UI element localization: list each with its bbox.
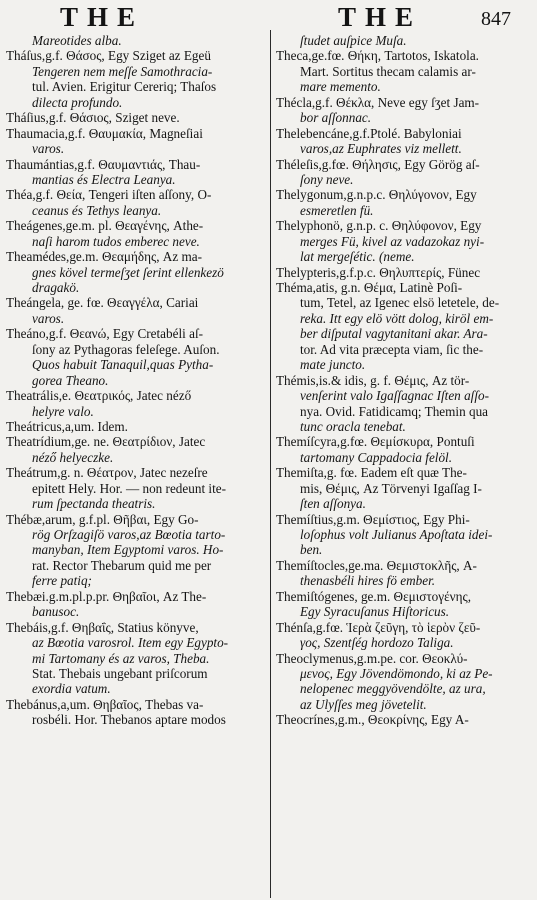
entry-line: ſony az Pythagoras feleſege. Auſon. [32, 341, 220, 357]
entry-line: Thaumacia,g.f. Θαυμακία, Magneſiai [6, 125, 203, 141]
entry-line: Egy Syracuſanus Hiſtoricus. [300, 604, 450, 620]
entry-line: az Ulyſſes meg jövetelit. [300, 696, 427, 712]
entry-line: mi Tartomany és az varos, Theba. [32, 650, 210, 666]
entry-line: Theáno,g.f. Θεανώ, Egy Cretabéli aſ- [6, 326, 204, 342]
entry-line: Tháſus,g.f. Θάσος, Egy Sziget az Egeü [6, 48, 211, 64]
running-header [0, 2, 537, 34]
entry-line: naſi harom tudos emberec neve. [32, 233, 200, 249]
entry-line: ber diſputal vagytanitani akar. Ara- [300, 326, 488, 342]
entry-line: Themiſta,g. fœ. Eadem eſt quæ The- [276, 465, 467, 481]
entry-line: dragakö. [32, 280, 80, 295]
entry-line: gorea Theano. [32, 372, 109, 388]
entry-line: manyban, Item Egyptomi varos. Ho- [32, 542, 224, 558]
entry-line: Théa,g.f. Θεία, Tengeri iſten aſſony, O- [6, 187, 212, 203]
entry-line: Tháſius,g.f. Θάσιος, Sziget neve. [6, 110, 180, 126]
entry-line: Thebæi.g.m.pl.p.pr. Θηβαῖοι, Az The- [6, 588, 207, 604]
entry-line: Themíſcyra,g.fœ. Θεμίσκυρα, Pontuſi [276, 434, 475, 450]
page-number: 847 [481, 8, 511, 30]
entry-line: helyre valo. [32, 403, 94, 419]
entry-line: Theocrínes,g.m., Θεοκρίνης, Egy A- [276, 712, 469, 728]
entry-line: tum, Tetel, az Igenec elsö letetele, de- [300, 295, 500, 311]
entry-line: mantias és Electra Leanya. [32, 171, 176, 187]
right-column [274, 33, 534, 899]
entry-line: varos. [32, 310, 65, 326]
entry-line: venſerint valo Igaſſagnac Iſten aſſo- [300, 388, 489, 404]
entry-line: Thaumántias,g.f. Θαυμαντιάς, Thau- [6, 156, 201, 172]
entry-line: rat. Rector Thebarum quid me per [32, 557, 212, 573]
entry-line: ſtudet auſpice Muſa. [300, 33, 407, 48]
entry-line: az Bœotia varosrol. Item egy Egypto- [32, 635, 229, 651]
entry-line: Mart. Sortitus thecam calamis ar- [300, 63, 476, 79]
entry-line: Theátricus,a,um. Idem. [6, 418, 128, 434]
entry-line: mate juncto. [300, 357, 366, 373]
entry-line: Themíſtius,g.m. Θεμίστιος, Egy Phi- [276, 511, 470, 527]
entry-line: Tengeren nem meſſe Samothracia- [32, 63, 213, 79]
entry-line: rum ſpectanda theatris. [32, 496, 156, 512]
entry-line: thenasbéli hires fö ember. [300, 573, 436, 589]
entry-line: rosbéli. Hor. Thebanos aptare modos [32, 712, 226, 728]
entry-line: tunc oracla tenebat. [300, 418, 406, 434]
entry-line: Thelypteris,g.f.p.c. Θηλυπτερίς, Fünec [276, 264, 481, 280]
entry-line: Théleſis,g.fœ. Θήλησις, Egy Görög aſ- [276, 156, 480, 172]
entry-line: Thebánus,a,um. Θηβαῖος, Thebas va- [6, 696, 204, 712]
entry-line: rög Orſzagiſö varos,az Bœotia tarto- [32, 527, 226, 542]
entry-line: varos. [32, 141, 65, 157]
entry-line: loſophus volt Julianus Apoſtata idei- [300, 527, 493, 542]
entry-line: tor. Ad vita præcepta viam, ſic the- [300, 341, 484, 357]
column-divider [270, 30, 271, 898]
entry-line: Theágenes,ge.m. pl. Θεαγένης, Athe- [6, 218, 204, 234]
entry-line: Thébæ,arum, g.f.pl. Θῆβαι, Egy Go- [6, 511, 199, 527]
entry-line: Thémis,is.& idis, g. f. Θέμις, Az tör- [276, 372, 470, 388]
entry-line: Thebáis,g.f. Θηβαΐς, Statius könyve, [6, 619, 199, 635]
entry-line: Themiſtógenes, ge.m. Θεμιστογένης, [276, 588, 471, 604]
entry-line: dilecta profundo. [32, 94, 123, 110]
entry-line: γος, Szentſég hordozo Taliga. [300, 635, 454, 651]
entry-line: Theatrális,e. Θεατρικός, Jatec néző [6, 388, 192, 404]
header-right-word: THE [338, 2, 423, 32]
entry-line: tul. Avien. Erigitur Cereriq; Thaſos [32, 79, 217, 95]
entry-line: esmeretlen fü. [300, 202, 374, 218]
entry-line: néző helyeczke. [32, 449, 114, 465]
entry-line: epitett Hely. Hor. — non redeunt ite- [32, 480, 226, 496]
entry-line: ceanus és Tethys leanya. [32, 202, 162, 218]
entry-line: Theamédes,ge.m. Θεαμήδης, Az ma- [6, 249, 202, 265]
entry-line: Thénſa,g.fœ. Ἱερὰ ζεῦγη, τὸ ἱερὸν ζεῦ- [276, 619, 481, 635]
left-column [4, 33, 262, 899]
entry-line: nelopenec meggyövendölte, az ura, [300, 681, 486, 697]
entry-line: Theátrum,g. n. Θέατρον, Jatec nezeſre [6, 465, 208, 481]
entry-line: banusoc. [32, 604, 80, 620]
entry-line: lat mergeſétic. (neme. [300, 249, 415, 265]
entry-line: Theca,ge.fœ. Θήκη, Tartotos, Iskatola. [276, 48, 479, 64]
entry-line: ſten aſſonya. [300, 496, 366, 512]
entry-line: Theatrídium,ge. ne. Θεατρίδιον, Jatec [6, 434, 206, 450]
entry-line: ben. [300, 542, 323, 558]
header-left-word: THE [60, 2, 145, 32]
entry-line: mare memento. [300, 79, 381, 95]
entry-line: bor aſſonnac. [300, 110, 372, 126]
entry-line: ferre patiq; [32, 573, 92, 589]
entry-line: ſony neve. [300, 171, 354, 187]
entry-line: Quos habuit Tanaquil,quas Pytha- [32, 357, 214, 373]
entry-line: tartomany Cappadocia felöl. [300, 449, 453, 465]
entry-line: varos,az Euphrates viz mellett. [300, 141, 462, 157]
entry-line: reka. Itt egy elö vött dolog, kiröl em- [300, 310, 494, 326]
entry-line: Themíſtocles,ge.ma. Θεμιστοκλῆς, A- [276, 557, 477, 573]
entry-line: Theoclymenus,g.m.pe. cor. Θεοκλύ- [276, 650, 468, 666]
entry-line: Thelygonum,g.n.p.c. Θηλύγονον, Egy [276, 187, 477, 203]
entry-line: Theángela, ge. fœ. Θεαγγέλα, Cariai [6, 295, 199, 311]
entry-line: Stat. Thebais ungebant priſcorum [32, 665, 208, 681]
entry-line: gnes kövel termeſʒet ſerint ellenkezö [32, 264, 224, 280]
entry-line: exordia vatum. [32, 681, 111, 697]
entry-line: Théma,atis, g.n. Θέμα, Latinè Poſi- [276, 280, 463, 295]
entry-line: merges Fü, kivel az vadazokaz nyi- [300, 233, 485, 249]
entry-line: Thécla,g.f. Θέκλα, Neve egy ſʒet Jam- [276, 94, 480, 110]
entry-line: Thelyphonö, g.n.p. c. Θηλύφονον, Egy [276, 218, 482, 234]
entry-line: Thelebencáne,g.f.Ptolé. Babyloniai [276, 125, 462, 141]
entry-line: Mareotides alba. [32, 33, 122, 48]
entry-line: μενος, Egy Jövendömondo, ki az Pe- [300, 665, 493, 681]
entry-line: mis, Θέμις, Az Törvenyi Igaſſag I- [300, 480, 482, 496]
entry-line: nya. Ovid. Fatidicamq; Themin qua [300, 403, 489, 419]
